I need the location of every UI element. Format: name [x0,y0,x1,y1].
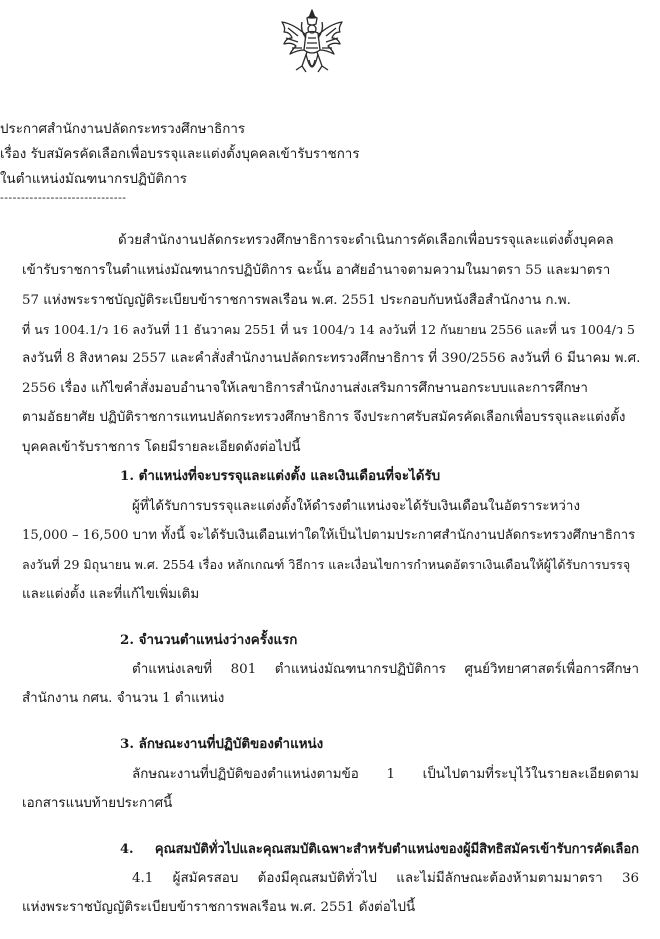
section-line: 15,000 – 16,500 บาท ทั้งนี้ จะได้รับเงินเดือนเท่าใดให้เป็นไปตามประกาศสำนักงานปลัดกระทรวงศึกษาธิการ [22,528,636,543]
intro-line: ด้วยสำนักงานปลัดกระทรวงศึกษาธิการจะดำเนินการคัดเลือกเพื่อบรรจุและแต่งตั้งบุคคล [118,233,614,248]
section-line: และแต่งตั้ง และที่แก้ไขเพิ่มเติม [22,587,200,602]
section-line: แห่งพระราชบัญญัติระเบียบข้าราชการพลเรือน พ.ศ. 2551 ดังต่อไปนี้ [22,900,416,915]
section-line: ผู้ที่ได้รับการบรรจุและแต่งตั้งให้ดำรงตำแหน่งจะได้รับเงินเดือนในอัตราระหว่าง [132,499,580,514]
section-line: 4.1 ผู้สมัครสอบ ต้องมีคุณสมบัติทั่วไป และไม่มีลักษณะต้องห้ามตามมาตรา 36 [132,871,639,886]
intro-line: 57 แห่งพระราชบัญญัติระเบียบข้าราชการพลเรือน พ.ศ. 2551 ประกอบกับหนังสือสำนักงาน ก.พ. [22,293,571,308]
section-line: ลักษณะงานที่ปฏิบัติของตำแหน่งตามข้อ 1 เป็นไปตามที่ระบุไว้ในรายละเอียดตาม [132,767,639,782]
section-line: สำนักงาน กศน. จำนวน 1 ตำแหน่ง [22,691,225,706]
announcement-title-line-2: เรื่อง รับสมัครคัดเลือกเพื่อบรรจุและแต่งตั้งบุคคลเข้ารับราชการ [0,147,360,162]
section-heading: 1. ตำแหน่งที่จะบรรจุและแต่งตั้ง และเงินเดือนที่จะได้รับ [120,468,441,484]
intro-line: ลงวันที่ 8 สิงหาคม 2557 และคำสั่งสำนักงานปลัดกระทรวงศึกษาธิการ ที่ 390/2556 ลงวันที่ 6 มีนาคม พ.ศ. [22,351,641,366]
section-line: ตำแหน่งเลขที่ 801 ตำแหน่งมัณฑนากรปฏิบัติการ ศูนย์วิทยาศาสตร์เพื่อการศึกษา [132,662,639,677]
section-heading: 4. คุณสมบัติทั่วไปและคุณสมบัติเฉพาะสำหรับตำแหน่งของผู้มีสิทธิสมัครเข้ารับการคัดเลือก [120,842,639,857]
garuda-emblem-icon [276,8,348,82]
section-line: เอกสารแนบท้ายประกาศนี้ [22,796,173,811]
announcement-title-line-3: ในตำแหน่งมัณฑนากรปฏิบัติการ [0,172,187,187]
section-line: ลงวันที่ 29 มิถุนายน พ.ศ. 2554 เรื่อง หลักเกณฑ์ วิธีการ และเงื่อนไขการกำหนดอัตราเงินเดือนให้ผู้ได้รับการบรรจุ [22,557,631,572]
intro-line: 2556 เรื่อง แก้ไขคำสั่งมอบอำนาจให้เลขาธิการสำนักงานส่งเสริมการศึกษานอกระบบและการศึกษา [22,381,588,396]
intro-line: เข้ารับราชการในตำแหน่งมัณฑนากรปฏิบัติการ ฉะนั้น อาศัยอำนาจตามความในมาตรา 55 และมาตรา [22,263,611,278]
intro-line: บุคคลเข้ารับราชการ โดยมีรายละเอียดดังต่อไปนี้ [22,440,301,455]
section-heading: 3. ลักษณะงานที่ปฏิบัติของตำแหน่ง [120,736,324,752]
intro-line: ตามอัธยาศัย ปฏิบัติราชการแทนปลัดกระทรวงศึกษาธิการ จึงประกาศรับสมัครคัดเลือกเพื่อบรรจุและแต่งตั้ง [22,410,626,425]
section-heading: 2. จำนวนตำแหน่งว่างครั้งแรก [120,632,298,648]
intro-line: ที่ นร 1004.1/ว 16 ลงวันที่ 11 ธันวาคม 2551 ที่ นร 1004/ว 14 ลงวันที่ 12 กันยายน 2556 และที่ นร 1004/ว 5 [22,322,635,337]
announcement-title-line-1: ประกาศสำนักงานปลัดกระทรวงศึกษาธิการ [0,122,246,137]
title-separator: ------------------------------ [0,191,127,204]
